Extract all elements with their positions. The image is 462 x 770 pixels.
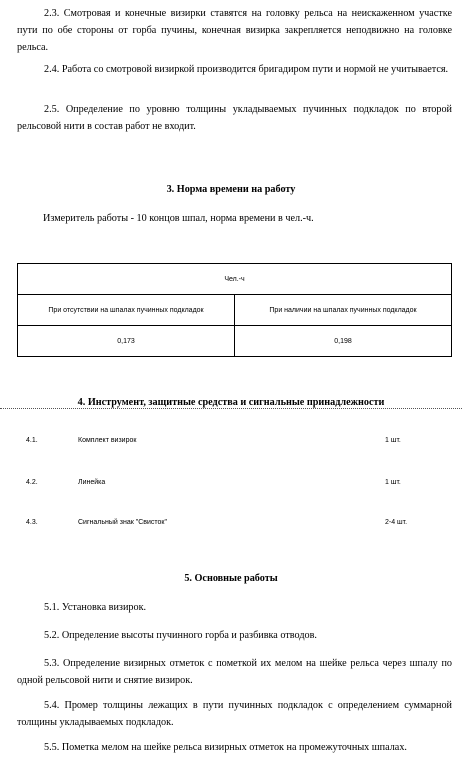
norm-table-unit: Чел.-ч [18, 264, 452, 295]
paragraph-5-4: 5.4. Промер толщины лежащих в пути пучинных подкладок с определением суммарной толщины укладываемых подкладок. [17, 700, 452, 728]
tool-item-number: 4.2. [26, 479, 38, 486]
paragraph-2-5: 2.5. Определение по уровню толщины укладываемых пучинных подкладок по второй рельсовой нити в состав работ не входит. [17, 104, 452, 132]
tool-item-name: Линейка [78, 479, 106, 486]
paragraph-2-3: 2.3. Смотровая и конечные визирки ставятся на головку рельса на неискаженном участке пути по обе стороны от горба пучины, конечная визирка закрепляется неподвижно на головке рельса. [17, 8, 452, 53]
norm-table-col2-value: 0,198 [235, 326, 452, 357]
measure-text: Измеритель работы - 10 концов шпал, норма времени в чел.-ч. [43, 213, 314, 224]
paragraph-5-1: 5.1. Установка визирок. [44, 602, 147, 613]
section-5-heading: 5. Основные работы [184, 573, 278, 584]
paragraph-5-2: 5.2. Определение высоты пучинного горба и разбивка отводов. [44, 630, 317, 641]
tool-item-name: Комплект визирок [78, 437, 137, 444]
norm-table [17, 263, 452, 357]
paragraph-5-5: 5.5. Пометка мелом на шейке рельса визирных отметок на промежуточных шпалах. [44, 742, 407, 753]
tool-item-number: 4.3. [26, 519, 38, 526]
tool-item-quantity: 1 шт. [385, 479, 401, 486]
norm-table-col1-value: 0,173 [18, 326, 235, 357]
tool-item-name: Сигнальный знак "Свисток" [78, 519, 167, 526]
tool-item-number: 4.1. [26, 437, 38, 444]
norm-table-col2-header: При наличии на шпалах пучинных подкладок [235, 295, 452, 326]
tool-item-quantity: 1 шт. [385, 437, 401, 444]
section-4-heading: 4. Инструмент, защитные средства и сигнальные принадлежности [77, 397, 385, 408]
tool-item-quantity: 2-4 шт. [385, 519, 408, 526]
section-3-heading: 3. Норма времени на работу [166, 184, 296, 195]
page-break-divider [0, 408, 462, 409]
norm-table-col1-header: При отсутствии на шпалах пучинных подкладок [18, 295, 235, 326]
paragraph-5-3: 5.3. Определение визирных отметок с пометкой их мелом на шейке рельса через шпалу по одной рельсовой нити и снятие визирок. [17, 658, 452, 686]
paragraph-2-4: 2.4. Работа со смотровой визиркой производится бригадиром пути и нормой не учитывается. [44, 64, 449, 75]
